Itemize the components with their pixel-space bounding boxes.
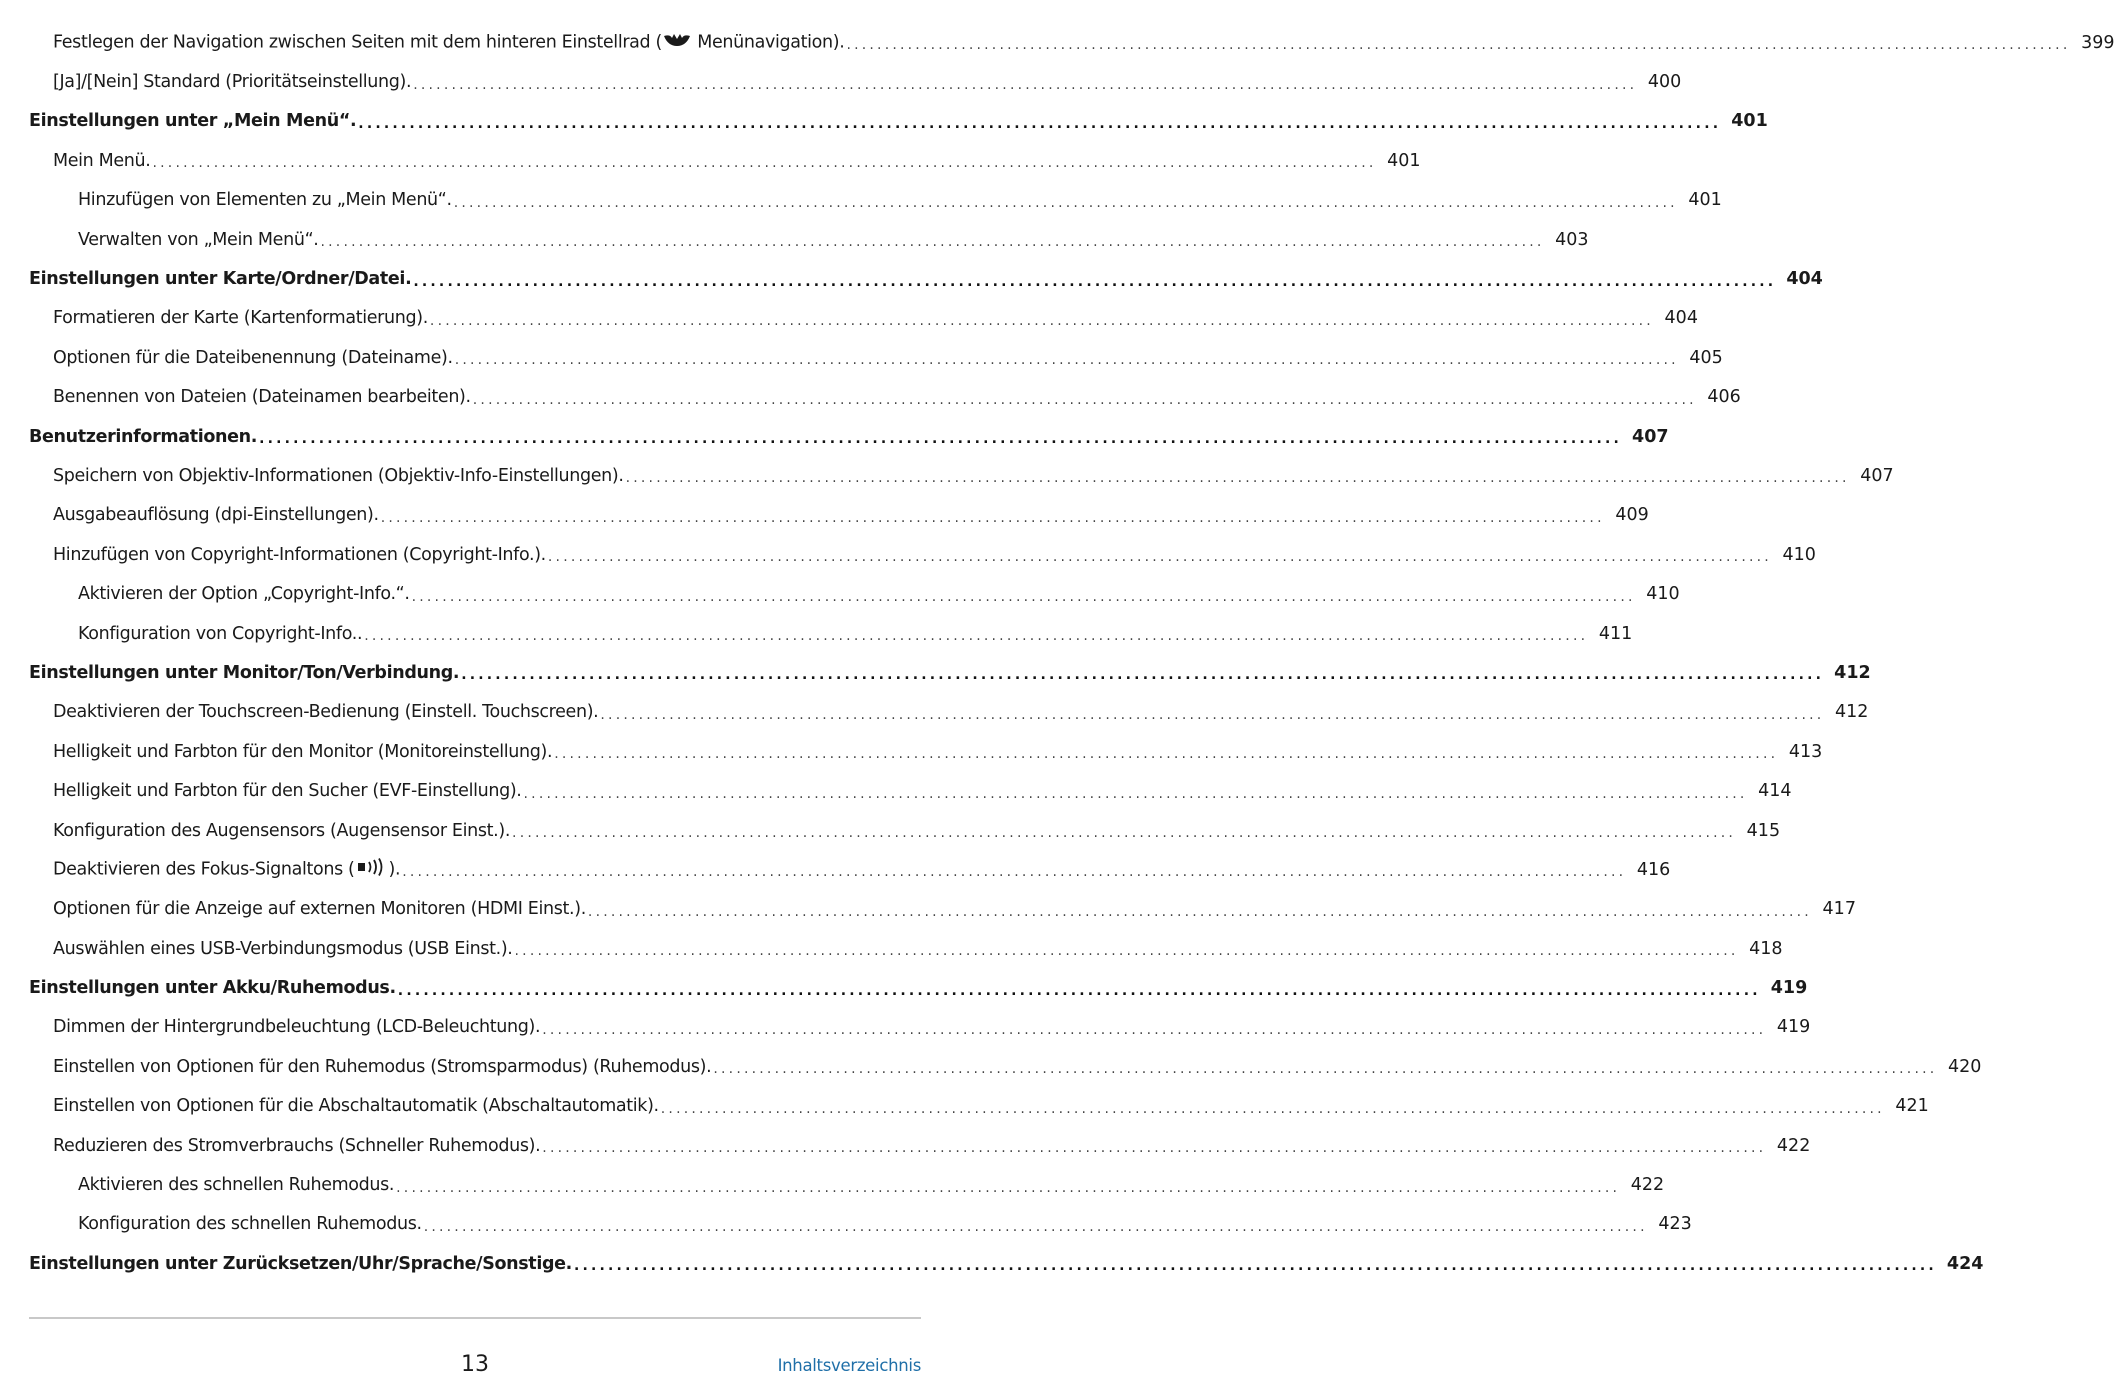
- toc-entry[interactable]: [0, 378, 1741, 417]
- dot-leader: ................................................................................................................................................................: [396, 1179, 1621, 1196]
- dot-leader: ................................................................................................................................................................: [461, 667, 1825, 684]
- toc-entry-title: Einstellungen unter Zurücksetzen/Uhr/Sprache/Sonstige.: [29, 1253, 572, 1274]
- toc-entry[interactable]: [0, 890, 1856, 929]
- dot-leader: ................................................................................................................................................................: [413, 273, 1777, 290]
- beep-icon: [355, 858, 389, 881]
- toc-entry-title: Helligkeit und Farbton für den Sucher (EVF-Einstellung).: [53, 781, 522, 802]
- toc-entry[interactable]: [0, 141, 1421, 180]
- footer-divider: [29, 1317, 921, 1319]
- toc-page-number: 400: [1647, 72, 1682, 93]
- toc-page-number: 410: [1646, 584, 1680, 605]
- dot-leader: ................................................................................................................................................................: [512, 825, 1737, 841]
- toc-page-number: 409: [1615, 505, 1649, 526]
- dot-leader: ................................................................................................................................................................: [514, 943, 1739, 960]
- toc-entry[interactable]: [0, 811, 1781, 850]
- toc-page-number: 417: [1822, 899, 1856, 920]
- toc-entry-title: Optionen für die Anzeige auf externen Monitoren (HDMI Einst.).: [53, 899, 586, 920]
- dot-leader: ................................................................................................................................................................: [587, 903, 1812, 920]
- toc-entry[interactable]: [0, 23, 2114, 62]
- toc-subentry[interactable]: [0, 614, 1633, 653]
- toc-section-entry[interactable]: [0, 102, 1768, 141]
- toc-entry-title: Einstellungen unter „Mein Menü“.: [29, 111, 357, 132]
- toc-entry-title: Konfiguration von Copyright-Info..: [78, 623, 363, 644]
- toc-entry[interactable]: [0, 1047, 1982, 1086]
- dot-leader: ................................................................................................................................................................: [846, 37, 2071, 54]
- toc-subentry[interactable]: [0, 1205, 1692, 1244]
- toc-section-entry[interactable]: [0, 653, 1871, 692]
- toc-entry-title: Reduzieren des Stromverbrauchs (Schneller Ruhemodus).: [53, 1135, 541, 1156]
- toc-entry-title: Auswählen eines USB-Verbindungsmodus (USB Einst.).: [53, 938, 513, 959]
- toc-page-number: 422: [1630, 1175, 1665, 1196]
- toc-entry-title: Deaktivieren der Touchscreen-Bedienung (Einstell. Touchscreen).: [53, 702, 599, 723]
- table-of-contents: [0, 23, 2114, 1284]
- dot-leader: ................................................................................................................................................................: [625, 470, 1850, 487]
- toc-entry-title: Helligkeit und Farbton für den Monitor (Monitoreinstellung).: [53, 741, 553, 762]
- toc-entry[interactable]: [0, 929, 1783, 968]
- toc-entry[interactable]: [0, 850, 1671, 889]
- toc-page-number: 421: [1895, 1096, 1929, 1117]
- toc-page-number: 412: [1834, 662, 1871, 683]
- toc-entry-title: Optionen für die Dateibenennung (Dateiname).: [53, 347, 453, 368]
- toc-page-number: 404: [1664, 308, 1698, 329]
- toc-subentry[interactable]: [0, 181, 1722, 220]
- toc-entry-title: Dimmen der Hintergrundbeleuchtung (LCD-Beleuchtung).: [53, 1017, 541, 1038]
- toc-page-number: 422: [1776, 1135, 1811, 1156]
- toc-entry[interactable]: [0, 771, 1792, 810]
- toc-entry-title-part: Deaktivieren des Fokus-Signaltons (: [53, 859, 355, 880]
- toc-page-number: 411: [1598, 623, 1633, 644]
- toc-page-number: 413: [1788, 741, 1823, 762]
- toc-page-number: 423: [1658, 1214, 1692, 1235]
- dot-leader: ................................................................................................................................................................: [358, 115, 1722, 132]
- toc-page-number: 416: [1636, 859, 1671, 880]
- dot-leader: ................................................................................................................................................................: [573, 1258, 1937, 1275]
- page-number: 13: [461, 1352, 489, 1377]
- toc-section-entry[interactable]: [0, 259, 1823, 298]
- dot-leader: ................................................................................................................................................................: [259, 431, 1623, 448]
- toc-page-number: 401: [1387, 150, 1421, 171]
- toc-entry[interactable]: [0, 1008, 1811, 1047]
- toc-subentry[interactable]: [0, 1165, 1665, 1204]
- dot-leader: ................................................................................................................................................................: [320, 234, 1545, 251]
- toc-subentry[interactable]: [0, 574, 1680, 613]
- toc-page-number: 419: [1776, 1017, 1811, 1038]
- toc-section-entry[interactable]: [0, 417, 1669, 456]
- toc-entry[interactable]: [0, 338, 1723, 377]
- toc-page-number: 412: [1835, 702, 1869, 723]
- dot-leader: ................................................................................................................................................................: [152, 155, 1377, 172]
- toc-entry-title: Formatieren der Karte (Kartenformatierung).: [53, 308, 428, 329]
- dot-leader: ................................................................................................................................................................: [423, 1218, 1648, 1235]
- dot-leader: ................................................................................................................................................................: [380, 509, 1605, 526]
- dot-leader: ................................................................................................................................................................: [429, 312, 1654, 329]
- dot-leader: ................................................................................................................................................................: [547, 549, 1772, 566]
- toc-entry-title: Aktivieren des schnellen Ruhemodus.: [78, 1175, 395, 1196]
- toc-subentry[interactable]: [0, 220, 1589, 259]
- toc-page-number: 406: [1707, 387, 1741, 408]
- toc-entry-title: Hinzufügen von Copyright-Informationen (Copyright-Info.).: [53, 544, 546, 565]
- dot-leader: ................................................................................................................................................................: [542, 1021, 1767, 1038]
- dot-leader: ................................................................................................................................................................: [411, 588, 1636, 605]
- toc-page-number: 407: [1632, 426, 1669, 447]
- dot-leader: ................................................................................................................................................................: [523, 785, 1748, 802]
- dot-leader: ................................................................................................................................................................: [554, 746, 1779, 763]
- toc-entry-title: Konfiguration des schnellen Ruhemodus.: [78, 1214, 422, 1235]
- dot-leader: ................................................................................................................................................................: [542, 1140, 1767, 1157]
- toc-section-entry[interactable]: [0, 1244, 1984, 1283]
- toc-entry-title: Verwalten von „Mein Menü“.: [78, 229, 319, 250]
- toc-entry-title-part: Menünavigation).: [692, 32, 845, 53]
- toc-entry-title: Mein Menü.: [53, 150, 151, 171]
- toc-entry[interactable]: [0, 1087, 1929, 1126]
- toc-page-number: 404: [1786, 269, 1823, 290]
- toc-page-number: 419: [1770, 978, 1808, 999]
- toc-page-number: 415: [1746, 820, 1781, 841]
- toc-page-number: 407: [1860, 465, 1894, 486]
- dot-leader: ................................................................................................................................................................: [472, 391, 1697, 408]
- toc-entry-title: Konfiguration des Augensensors (Augensensor Einst.).: [53, 820, 511, 841]
- toc-entry-title: Einstellen von Optionen für den Ruhemodus (Stromsparmodus) (Ruhemodus).: [53, 1056, 712, 1077]
- toc-page-number: 401: [1688, 190, 1722, 211]
- toc-entry-title: Einstellungen unter Akku/Ruhemodus.: [29, 978, 396, 999]
- toc-page-number: 405: [1689, 347, 1723, 368]
- toc-entry-title: [53, 32, 846, 53]
- dot-leader: ................................................................................................................................................................: [402, 864, 1627, 881]
- toc-entry-title: Aktivieren der Option „Copyright-Info.“.: [78, 584, 410, 605]
- toc-entry[interactable]: [0, 732, 1823, 771]
- toc-entry-title: [Ja]/[Nein] Standard (Prioritätseinstellung).: [53, 72, 412, 93]
- toc-entry[interactable]: [0, 496, 1649, 535]
- toc-section-entry[interactable]: [0, 968, 1808, 1007]
- toc-entry-title: Einstellen von Optionen für die Abschaltautomatik (Abschaltautomatik).: [53, 1096, 659, 1117]
- dot-leader: ................................................................................................................................................................: [453, 194, 1678, 211]
- dot-leader: ................................................................................................................................................................: [600, 706, 1825, 723]
- toc-page-number: 403: [1555, 229, 1589, 250]
- toc-page-number: 414: [1758, 781, 1792, 802]
- toc-entry[interactable]: [0, 62, 1682, 101]
- dot-leader: ................................................................................................................................................................: [413, 76, 1638, 93]
- toc-page-number: 401: [1731, 111, 1768, 132]
- dot-leader: ................................................................................................................................................................: [660, 1100, 1885, 1117]
- toc-entry-title: Ausgabeauflösung (dpi-Einstellungen).: [53, 505, 379, 526]
- dot-leader: ................................................................................................................................................................: [454, 352, 1679, 369]
- toc-entry-title: Speichern von Objektiv-Informationen (Objektiv-Info-Einstellungen).: [53, 465, 624, 486]
- toc-page-number: 418: [1749, 938, 1783, 959]
- toc-page-number: 399: [2081, 32, 2114, 53]
- toc-entry[interactable]: [0, 535, 1816, 574]
- toc-entry[interactable]: [0, 1126, 1811, 1165]
- toc-page-number: 424: [1946, 1253, 1984, 1274]
- toc-entry-title: [53, 858, 402, 881]
- toc-entry-title-part: ).: [388, 859, 401, 880]
- dial-icon: [662, 32, 692, 53]
- toc-entry-title: Benutzerinformationen.: [29, 426, 258, 447]
- toc-entry-title: Hinzufügen von Elementen zu „Mein Menü“.: [78, 190, 452, 211]
- toc-page-number: 420: [1948, 1056, 1982, 1077]
- dot-leader: ................................................................................................................................................................: [713, 1061, 1938, 1078]
- toc-page-number: 410: [1782, 544, 1816, 565]
- toc-entry[interactable]: [0, 456, 1894, 495]
- toc-entry[interactable]: [0, 693, 1869, 732]
- toc-entry-title: Einstellungen unter Karte/Ordner/Datei.: [29, 269, 412, 290]
- toc-entry[interactable]: [0, 299, 1698, 338]
- dot-leader: ................................................................................................................................................................: [364, 628, 1589, 645]
- toc-entry-title: Einstellungen unter Monitor/Ton/Verbindung.: [29, 662, 460, 683]
- toc-entry-title: Benennen von Dateien (Dateinamen bearbeiten).: [53, 387, 471, 408]
- dot-leader: ................................................................................................................................................................: [397, 982, 1761, 999]
- toc-link[interactable]: Inhaltsverzeichnis: [777, 1356, 921, 1375]
- toc-entry-title-part: Festlegen der Navigation zwischen Seiten mit dem hinteren Einstellrad (: [53, 32, 662, 53]
